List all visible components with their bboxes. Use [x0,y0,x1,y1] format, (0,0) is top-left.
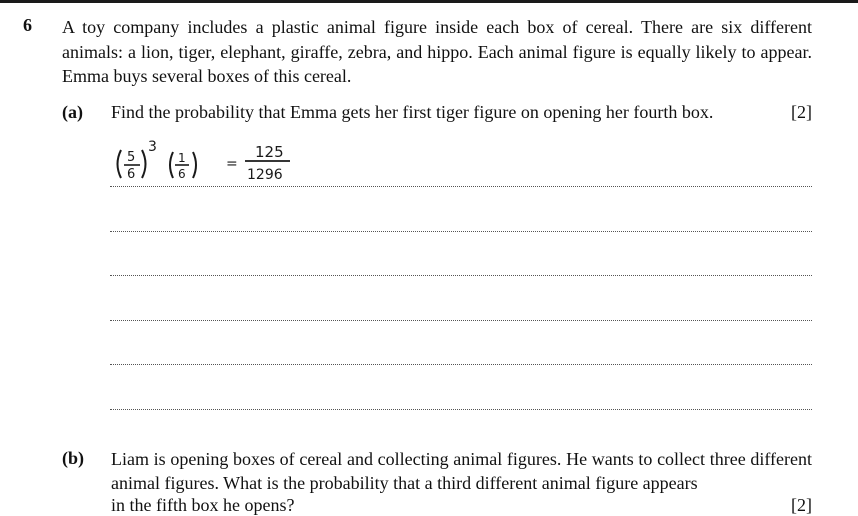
result-numerator: 125 [255,143,284,161]
part-a-marks: [2] [791,102,812,122]
equals-sign: = [226,156,238,172]
answer-line [110,364,812,365]
factor-denominator: 6 [178,167,186,181]
result-denominator: 1296 [247,167,283,183]
answer-line [110,409,812,410]
answer-line [110,275,812,276]
question-number: 6 [23,15,32,35]
exponent: 3 [148,139,157,155]
part-a-label: (a) [62,102,83,122]
answer-line [110,320,812,321]
answer-line [110,186,812,187]
top-rule [0,0,858,3]
part-b-question: Liam is opening boxes of cereal and collecting animal figures. He wants to collect three different animal figures. What is the probability that a third different animal figure appears [111,449,812,493]
part-b-label: (b) [62,448,84,468]
handwritten-answer [112,138,312,186]
factor-numerator: 1 [178,151,186,165]
answer-line [110,231,812,232]
base-numerator: 5 [127,150,136,165]
part-b-question-end: in the fifth box he opens? [111,495,295,515]
part-b-marks: [2] [791,495,812,515]
base-denominator: 6 [127,167,136,182]
question-stem: A toy company includes a plastic animal figure inside each box of cereal. There are six different animals: a lion, tiger, elephant, giraffe, zebra, and hippo. Each animal figure is equally likely to appear. Emma buys several boxes of this cereal. [62,17,812,86]
part-a-question: Find the probability that Emma gets her first tiger figure on opening her fourth box. [111,102,714,122]
